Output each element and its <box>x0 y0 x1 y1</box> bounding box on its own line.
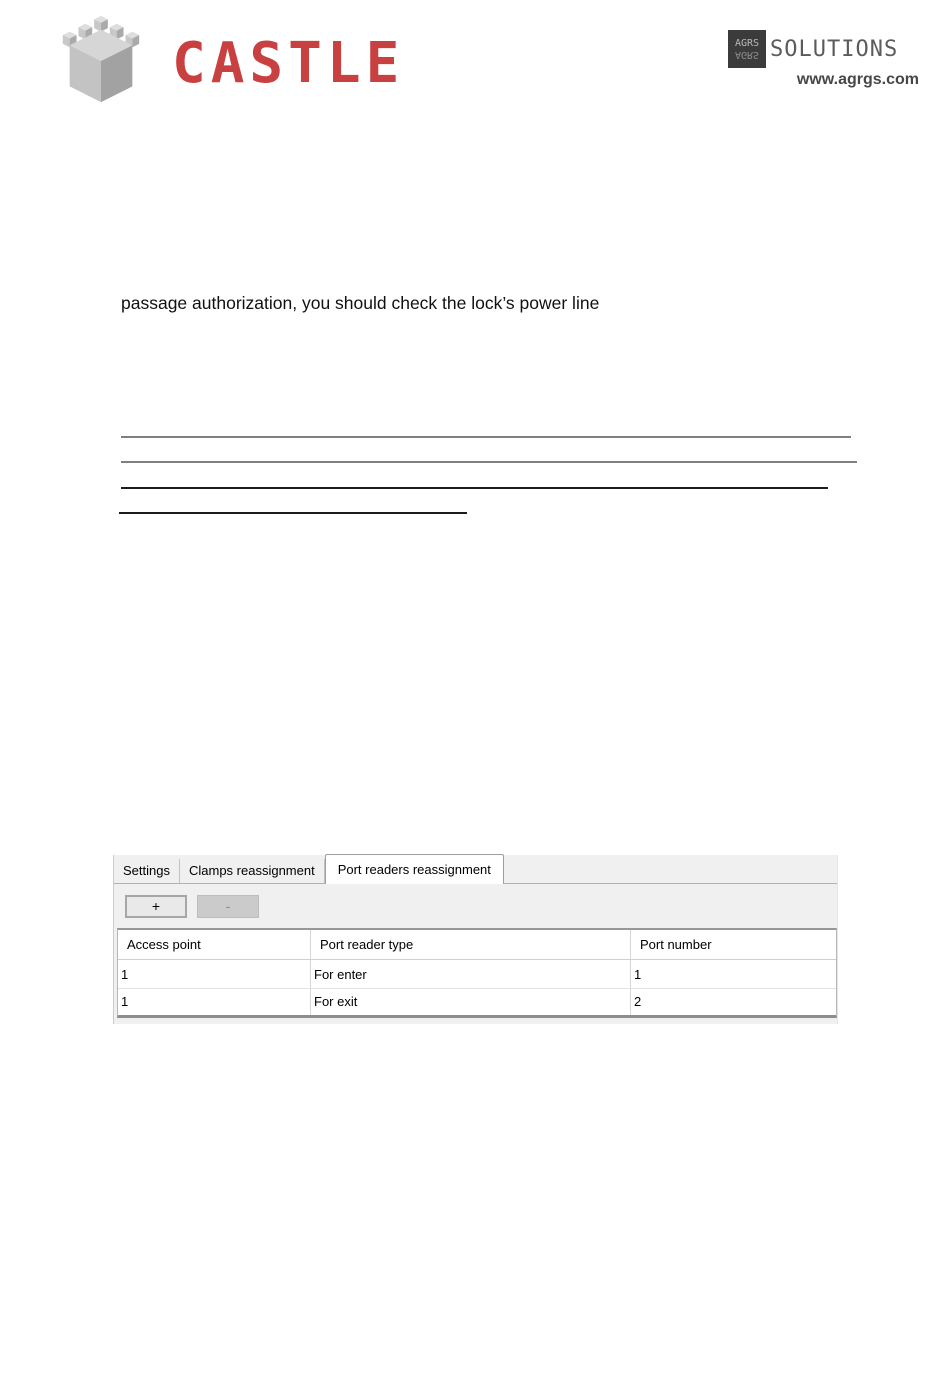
toolbar <box>114 884 837 928</box>
tab-clamps-reassignment[interactable]: Clamps reassignment <box>180 859 325 883</box>
castle-icon <box>52 12 150 106</box>
vendor-logo <box>720 25 925 95</box>
vendor-badge-text-mirror: AGRS <box>734 49 760 60</box>
readers-table <box>117 928 837 1018</box>
blank-rule-line <box>121 487 828 489</box>
cell-port-reader-type[interactable]: For exit <box>311 989 631 1015</box>
vendor-badge-text: AGRS <box>734 38 760 49</box>
cell-port-reader-type[interactable]: For enter <box>311 960 631 989</box>
remove-row-button[interactable]: - <box>197 895 259 918</box>
tab-port-readers-reassignment[interactable]: Port readers reassignment <box>325 854 504 884</box>
castle-logo <box>52 12 412 107</box>
add-row-button[interactable]: + <box>125 895 187 918</box>
column-header-access-point: Access point <box>118 930 311 960</box>
blank-rule-line <box>121 461 857 463</box>
column-header-port-reader-type: Port reader type <box>311 930 631 960</box>
brand-wordmark: CASTLE <box>172 31 405 96</box>
vendor-badge-icon <box>728 30 766 68</box>
tab-strip <box>114 855 837 884</box>
tab-settings[interactable]: Settings <box>114 859 180 883</box>
cell-port-number[interactable]: 2 <box>634 994 642 1009</box>
vendor-website: www.agrgs.com <box>796 71 919 88</box>
cell-port-number[interactable]: 1 <box>631 960 836 989</box>
body-paragraph: passage authorization, you should check the lock’s power line <box>121 293 600 313</box>
column-header-port-number: Port number <box>631 930 836 960</box>
settings-window-screenshot <box>113 855 838 1024</box>
cell-access-point[interactable]: 1 <box>118 960 311 989</box>
cell-access-point[interactable]: 1 <box>118 989 311 1015</box>
blank-rule-line <box>121 436 851 438</box>
blank-rule-line <box>119 512 467 514</box>
vendor-wordmark: SOLUTIONS <box>770 37 899 62</box>
